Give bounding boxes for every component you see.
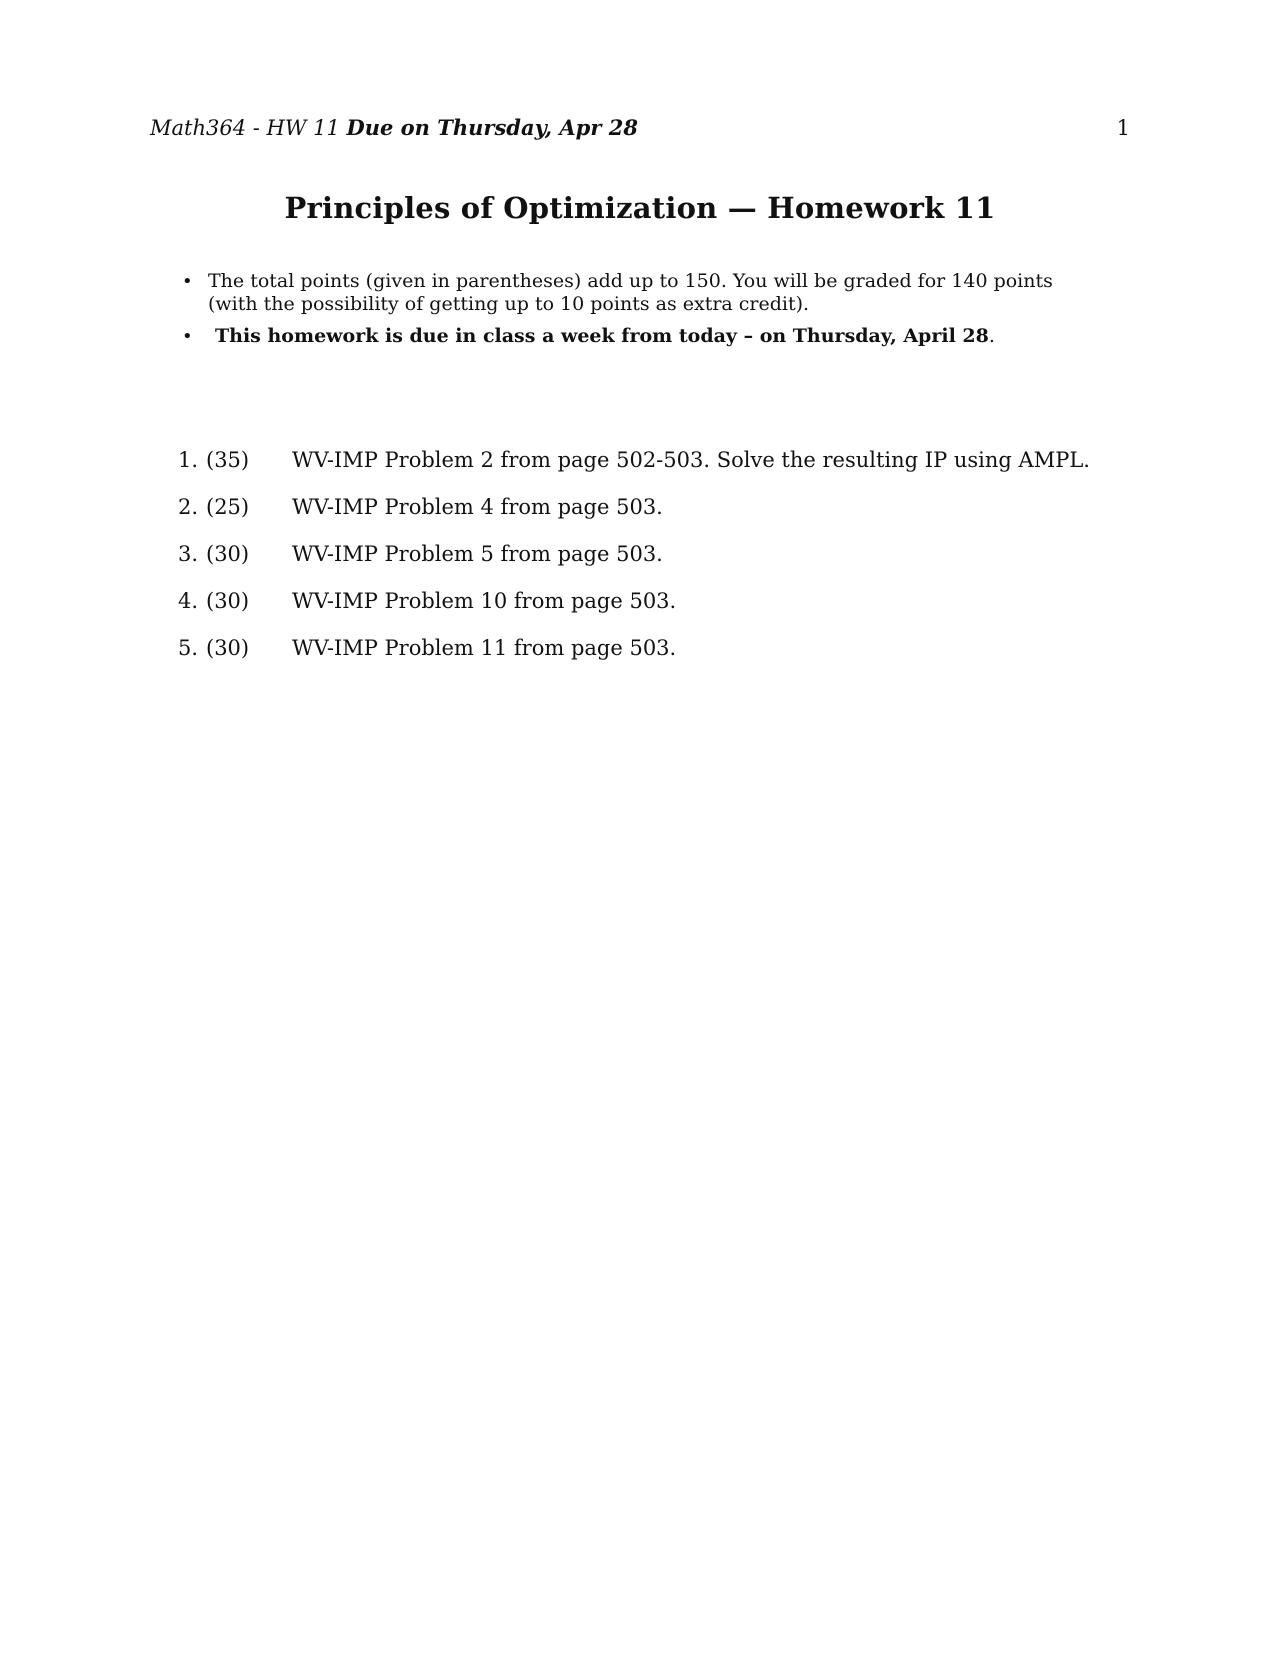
page-title: Principles of Optimization — Homework 11: [284, 191, 996, 225]
problem-item: [170, 634, 1150, 681]
problem-text: WV-IMP Problem 5 from page 503.: [292, 542, 663, 566]
problem-text: WV-IMP Problem 2 from page 502-503. Solve the resulting IP using AMPL.: [292, 448, 1090, 472]
problem-text: WV-IMP Problem 4 from page 503.: [292, 495, 663, 519]
problem-points: (30): [206, 542, 250, 566]
due-statement: This homework is due in class a week from today – on Thursday, April 28: [215, 325, 989, 347]
problem-number: 3.: [177, 542, 198, 566]
problem-number: 2.: [177, 495, 198, 519]
due-statement-period: .: [988, 325, 995, 347]
problem-points: (25): [206, 495, 250, 519]
problem-points: (35): [206, 448, 250, 472]
problem-number: 4.: [177, 589, 198, 613]
problem-list: [170, 446, 1150, 681]
course-label: Math364 - HW 11: [150, 116, 340, 140]
problem-text: WV-IMP Problem 11 from page 503.: [292, 636, 677, 660]
bullet-icon: •: [182, 271, 193, 292]
instruction-item-points: [178, 270, 1078, 316]
running-header: [150, 112, 1130, 144]
problem-item: [170, 587, 1150, 634]
instructions-list: [178, 270, 1078, 357]
problem-points: (30): [206, 589, 250, 613]
page-number: 1: [1116, 116, 1130, 140]
problem-item: [170, 446, 1150, 493]
problem-item: [170, 540, 1150, 587]
problem-number: 5.: [177, 636, 198, 660]
problem-points: (30): [206, 636, 250, 660]
instruction-item-due: [178, 325, 1078, 348]
problem-item: [170, 493, 1150, 540]
problem-number: 1.: [177, 448, 198, 472]
problem-text: WV-IMP Problem 10 from page 503.: [292, 589, 677, 613]
instruction-text-line1: The total points (given in parentheses) add up to 150. You will be graded for 140 points: [208, 270, 1053, 292]
instruction-text-line2: (with the possibility of getting up to 10 points as extra credit).: [208, 293, 810, 315]
bullet-icon: •: [182, 326, 193, 347]
due-date-label: Due on Thursday, Apr 28: [346, 115, 638, 140]
